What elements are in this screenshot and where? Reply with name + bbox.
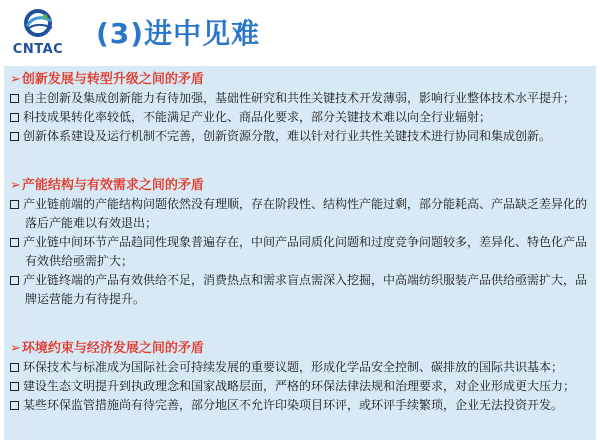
list-item: 环保技术与标准成为国际社会可持续发展的重要议题，形成化学品安全控制、碳排放的国际共识基本； — [10, 358, 597, 377]
list-item: 科技成果转化率较低，不能满足产业化、商品化要求，部分关键技术难以向全行业辐射； — [10, 108, 597, 127]
square-bullet-icon — [10, 276, 19, 285]
square-bullet-icon — [10, 382, 19, 391]
list-item: 产业链中间环节产品趋同性现象普遍存在，中间产品同质化问题和过度竞争问题较多，差异化、特色化产品有效供给亟需扩大； — [10, 233, 597, 271]
section-heading: ➢环境约束与经济发展之间的矛盾 — [10, 341, 204, 356]
logo-text: CNTAC — [12, 42, 64, 57]
section-capacity — [10, 177, 597, 309]
list-item: 某些环保监管措施尚有待完善，部分地区不允许印染项目环评，或环评手续繁琐，企业无法投资开发。 — [10, 396, 597, 415]
list-item: 建设生态文明提升到执政理念和国家战略层面，严格的环保法律法规和治理要求，对企业形成更大压力； — [10, 377, 597, 396]
square-bullet-icon — [10, 132, 19, 141]
slide-header — [0, 0, 600, 66]
list-item: 产业链终端的产品有效供给不足，消费热点和需求盲点需深入挖掘，中高端纺织服装产品供给亟需扩大，品牌运营能力有待提升。 — [10, 271, 597, 309]
square-bullet-icon — [10, 200, 19, 209]
arrow-bullet-icon: ➢ — [10, 341, 21, 356]
slide-title: (3)进中见难 — [96, 17, 261, 50]
square-bullet-icon — [10, 363, 19, 372]
logo-emblem-icon — [20, 8, 56, 38]
section-heading: ➢创新发展与转型升级之间的矛盾 — [10, 72, 204, 87]
square-bullet-icon — [10, 238, 19, 247]
section-innovation — [10, 71, 597, 146]
square-bullet-icon — [10, 401, 19, 410]
section-heading: ➢产能结构与有效需求之间的矛盾 — [10, 178, 204, 193]
cntac-logo — [8, 6, 68, 62]
square-bullet-icon — [10, 94, 19, 103]
list-item: 自主创新及集成创新能力有待加强，基础性研究和共性关键技术开发薄弱，影响行业整体技术水平提升； — [10, 89, 597, 108]
arrow-bullet-icon: ➢ — [10, 72, 21, 87]
section-environment — [10, 340, 597, 415]
square-bullet-icon — [10, 113, 19, 122]
arrow-bullet-icon: ➢ — [10, 178, 21, 193]
content-panel — [4, 66, 596, 440]
list-item: 产业链前端的产能结构问题依然没有理顺，存在阶段性、结构性产能过剩，部分能耗高、产品缺乏差异化的落后产能难以有效退出； — [10, 195, 597, 233]
list-item: 创新体系建设及运行机制不完善，创新资源分散，难以针对行业共性关键技术进行协同和集成创新。 — [10, 127, 597, 146]
